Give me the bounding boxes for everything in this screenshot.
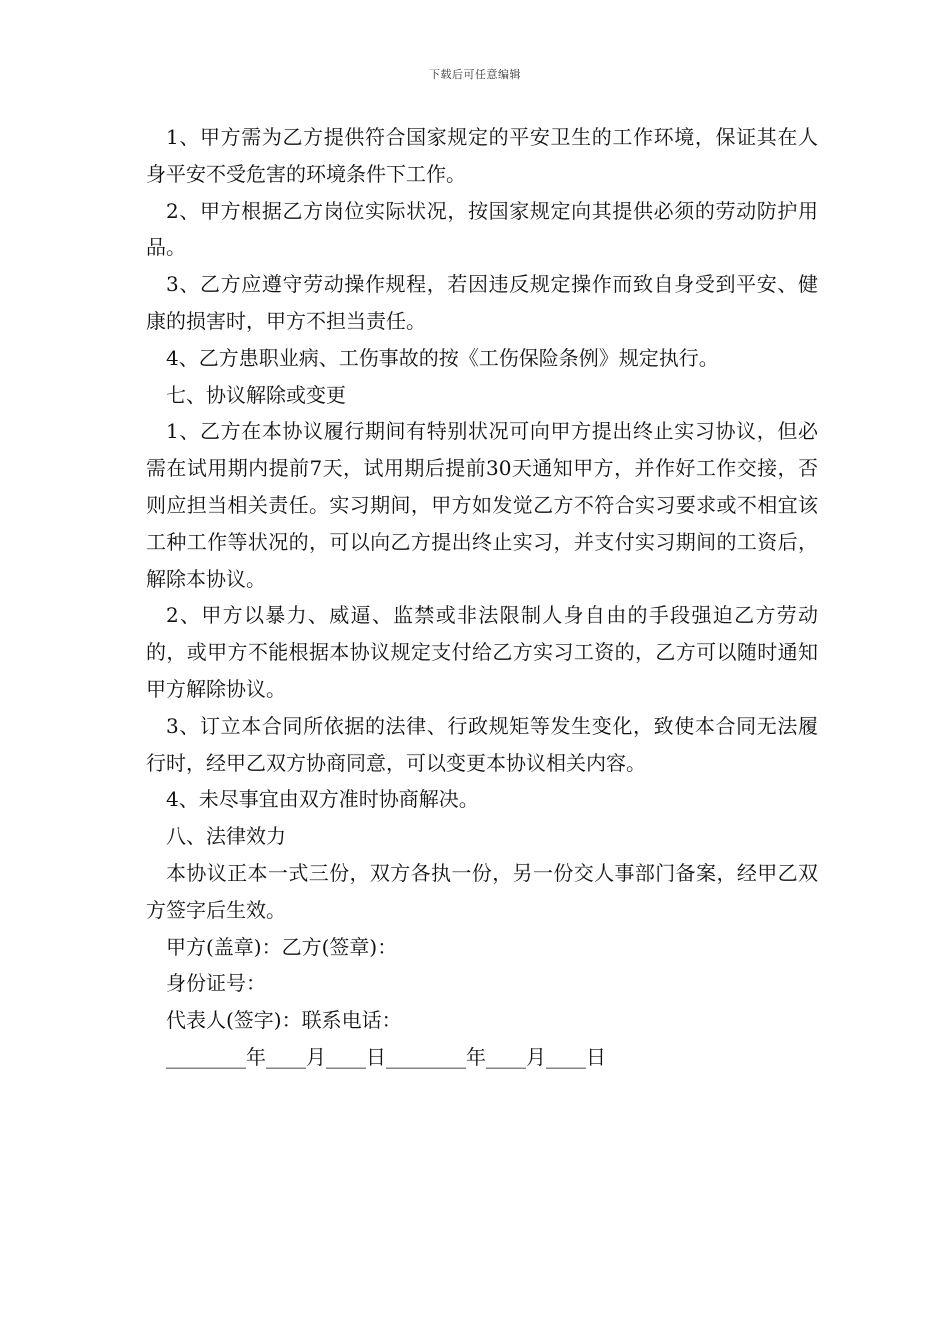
clause-paragraph: 1、乙方在本协议履行期间有特别状况可向甲方提出终止实习协议，但必需在试用期内提前7天，试用期后提前30天通知甲方，并作好工作交接，否则应担当相关责任。实习期间，甲方如发觉乙方不符合实习要求或不相宜该工种工作等状况的，可以向乙方提出终止实习，并支付实习期间的工资后，解除本协议。 bbox=[146, 419, 818, 591]
section-heading: 七、协议解除或变更 bbox=[166, 382, 346, 407]
clause-paragraph: 1、甲方需为乙方提供符合国家规定的平安卫生的工作环境，保证其在人身平安不受危害的环境条件下工作。 bbox=[146, 125, 818, 186]
clause-paragraph: 本协议正本一式三份，双方各执一份，另一份交人事部门备案，经甲乙双方签字后生效。 bbox=[146, 860, 818, 922]
clause-paragraph: 4、未尽事宜由双方准时协商解决。 bbox=[166, 787, 479, 812]
clause-paragraph: 2、甲方以暴力、威逼、监禁或非法限制人身自由的手段强迫乙方劳动的，或甲方不能根据本协议规定支付给乙方实习工资的，乙方可以随时通知甲方解除协议。 bbox=[146, 603, 818, 701]
representative-line: 代表人(签字)：联系电话： bbox=[166, 1008, 402, 1033]
date-line: ________年____月____日________年____月____日 bbox=[166, 1044, 606, 1069]
document-body bbox=[146, 119, 818, 1076]
page-header: 下载后可任意编辑 bbox=[429, 68, 521, 81]
clause-paragraph: 4、乙方患职业病、工伤事故的按《工伤保险条例》规定执行。 bbox=[166, 345, 719, 370]
clause-paragraph: 3、订立本合同所依据的法律、行政规矩等发生变化，致使本合同无法履行时，经甲乙双方协商同意，可以变更本协议相关内容。 bbox=[146, 713, 818, 775]
clause-paragraph: 2、甲方根据乙方岗位实际状况，按国家规定向其提供必须的劳动防护用品。 bbox=[146, 198, 818, 260]
signature-line: 甲方(盖章)：乙方(签章)： bbox=[166, 934, 398, 959]
section-heading: 八、法律效力 bbox=[166, 824, 286, 849]
id-number-line: 身份证号： bbox=[166, 971, 266, 996]
clause-paragraph: 3、乙方应遵守劳动操作规程，若因违反规定操作而致自身受到平安、健康的损害时，甲方不担当责任。 bbox=[146, 272, 818, 333]
